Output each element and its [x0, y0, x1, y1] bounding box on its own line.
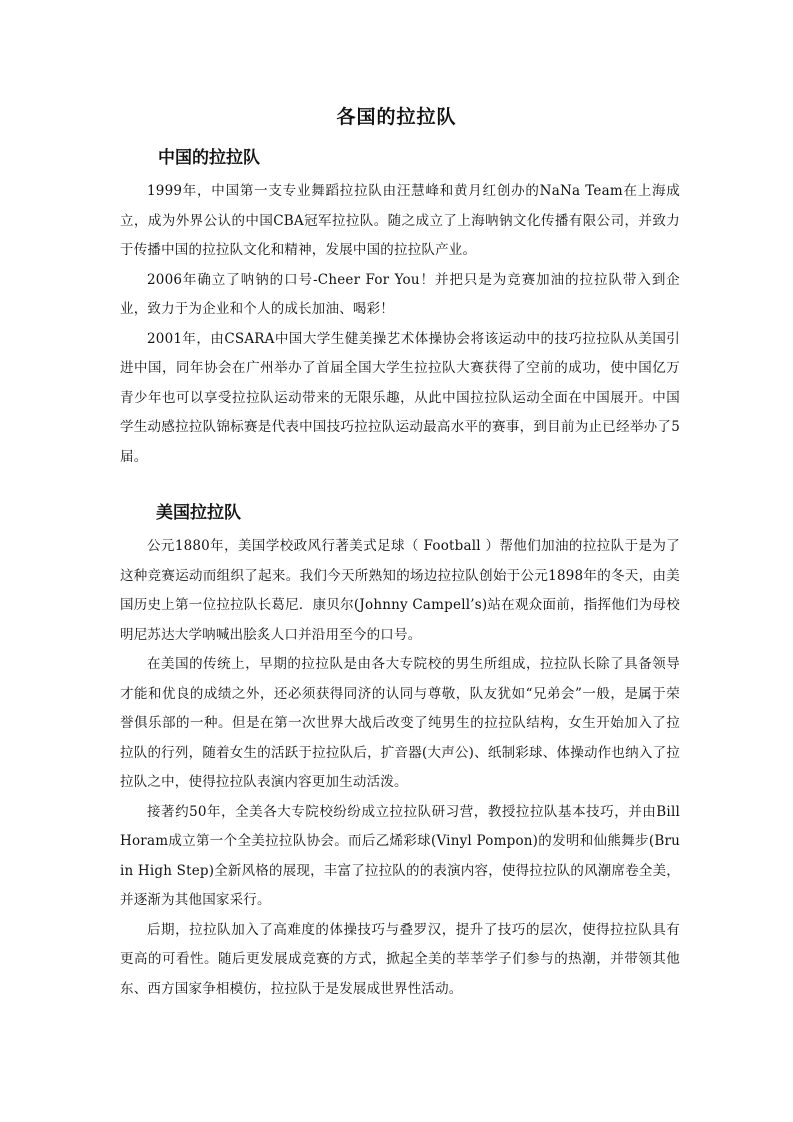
paragraph: 在美国的传统上，早期的拉拉队是由各大专院校的男生所组成，拉拉队长除了具备领导才能和优良的成绩之外，还必须获得同济的认同与尊敬，队友犹如“兄弟会”一般，是属于荣誉俱乐部的一种。但是在第一次世界大战后改变了纯男生的拉拉队结构，女生开始加入了拉拉队的行列，随着女生的活跃于拉拉队后，扩音器(大声公)、纸制彩球、体操动作也纳入了拉拉队之中，使得拉拉队表演内容更加生动活泼。	[120, 656, 680, 790]
paragraph: 2006年确立了呐钠的口号-Cheer For You！并把只是为竞赛加油的拉拉队带入到企业，致力于为企业和个人的成长加油、喝彩！	[120, 271, 680, 317]
section-heading-china: 中国的拉拉队	[158, 148, 260, 168]
document-title: 各国的拉拉队	[336, 106, 457, 128]
section-heading-usa: 美国拉拉队	[156, 503, 241, 523]
paragraph: 公元1880年，美国学校政风行著美式足球（ Football ）帮他们加油的拉拉队于是为了这种竞赛运动而组织了起来。我们今天所熟知的场边拉拉队创始于公元1898年的冬天，由美国历史上第一位拉拉队长葛尼．康贝尔(Johnny Campell’s)站在观众面前，指挥他们为母校明尼苏达大学呐喊出脍炙人口并沿用至今的口号。	[120, 538, 680, 643]
section-usa	[120, 500, 680, 1004]
paragraph: 2001年，由CSARA中国大学生健美操艺术体操协会将该运动中的技巧拉拉队从美国引进中国，同年协会在广州举办了首届全国大学生拉拉队大赛获得了空前的成功，使中国亿万青少年也可以享受拉拉队运动带来的无限乐趣，从此中国拉拉队运动全面在中国展开。中国学生动感拉拉队锦标赛是代表中国技巧拉拉队运动最高水平的赛事，到目前为止已经举办了5届。	[120, 330, 680, 465]
paragraph: 后期，拉拉队加入了高难度的体操技巧与叠罗汉，提升了技巧的层次，使得拉拉队具有更高的可看性。随后更发展成竞赛的方式，掀起全美的莘莘学子们参与的热潮，并带领其他东、西方国家争相模仿，拉拉队于是发展成世界性活动。	[120, 921, 680, 997]
paragraph: 接著约50年，全美各大专院校纷纷成立拉拉队研习营，教授拉拉队基本技巧，并由Bill Horam成立第一个全美拉拉队协会。而后乙烯彩球(Vinyl Pompon)的发明和仙熊舞步(Bruin High Step)全新风格的展现，丰富了拉拉队的的表演内容，使得拉拉队的风潮席卷全美，并逐渐为其他国家采行。	[120, 803, 680, 908]
paragraph: 1999年，中国第一支专业舞蹈拉拉队由汪慧峰和黄月红创办的NaNa Team在上海成立，成为外界公认的中国CBA冠军拉拉队。随之成立了上海呐钠文化传播有限公司，并致力于传播中国的拉拉队文化和精神，发展中国的拉拉队产业。	[120, 183, 680, 258]
section-china	[120, 145, 680, 472]
